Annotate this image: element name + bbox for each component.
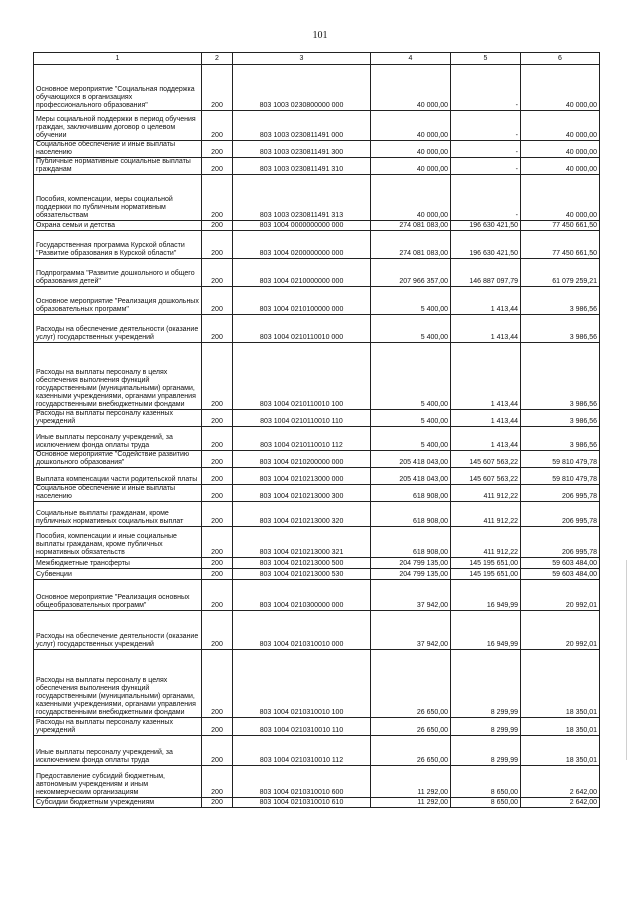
- header-cell-3: 3: [233, 53, 371, 65]
- header-row: [34, 53, 600, 65]
- row-col2: 200: [202, 502, 233, 527]
- row-col2: 200: [202, 410, 233, 427]
- table-row: [34, 766, 600, 798]
- row-code: 803 1004 0210310010 000: [233, 611, 371, 650]
- row-value-4: 204 799 135,00: [371, 569, 451, 580]
- row-code: 803 1004 0200000000 000: [233, 231, 371, 259]
- row-col2: 200: [202, 259, 233, 287]
- table-row: [34, 259, 600, 287]
- table-row: [34, 343, 600, 410]
- row-value-6: 59 603 484,00: [521, 558, 600, 569]
- row-value-5: 146 887 097,79: [451, 259, 521, 287]
- row-col2: 200: [202, 611, 233, 650]
- row-value-5: 196 630 421,50: [451, 231, 521, 259]
- row-col2: 200: [202, 158, 233, 175]
- row-code: 803 1004 0210213000 321: [233, 527, 371, 558]
- row-code: 803 1003 0230811491 300: [233, 141, 371, 158]
- row-col2: 200: [202, 175, 233, 221]
- row-value-4: 618 908,00: [371, 527, 451, 558]
- row-code: 803 1004 0210310010 100: [233, 650, 371, 718]
- row-value-4: 5 400,00: [371, 427, 451, 451]
- row-code: 803 1003 0230811491 000: [233, 111, 371, 141]
- row-name: Иные выплаты персоналу учреждений, за исключением фонда оплаты труда: [34, 736, 202, 766]
- row-name: Предоставление субсидий бюджетным, автономным учреждениям и иным некоммерческим организациям: [34, 766, 202, 798]
- row-col2: 200: [202, 569, 233, 580]
- row-value-5: 1 413,44: [451, 427, 521, 451]
- row-value-5: 1 413,44: [451, 410, 521, 427]
- row-value-5: 8 299,99: [451, 718, 521, 736]
- table-row: [34, 111, 600, 141]
- row-name: Меры социальной поддержки в период обучения граждан, заключившим договор о целевом обучении: [34, 111, 202, 141]
- row-col2: 200: [202, 527, 233, 558]
- row-name: Расходы на обеспечение деятельности (оказание услуг) государственных учреждений: [34, 611, 202, 650]
- row-code: 803 1003 0230800000 000: [233, 65, 371, 111]
- row-value-5: 8 650,00: [451, 798, 521, 808]
- row-col2: 200: [202, 231, 233, 259]
- row-code: 803 1004 0210110010 110: [233, 410, 371, 427]
- row-name: Основное мероприятие "Реализация основных общеобразовательных программ": [34, 580, 202, 611]
- row-name: Расходы на выплаты персоналу казенных учреждений: [34, 718, 202, 736]
- row-value-4: 5 400,00: [371, 287, 451, 315]
- table-row: [34, 65, 600, 111]
- row-name: Иные выплаты персоналу учреждений, за исключением фонда оплаты труда: [34, 427, 202, 451]
- row-value-5: 8 299,99: [451, 650, 521, 718]
- row-value-5: 1 413,44: [451, 315, 521, 343]
- row-name: Пособия, компенсации и иные социальные выплаты гражданам, кроме публичных нормативных обязательств: [34, 527, 202, 558]
- row-value-5: -: [451, 111, 521, 141]
- row-value-6: 2 642,00: [521, 798, 600, 808]
- row-col2: 200: [202, 221, 233, 231]
- row-value-5: 196 630 421,50: [451, 221, 521, 231]
- table-row: [34, 527, 600, 558]
- row-value-6: 2 642,00: [521, 766, 600, 798]
- table-row: [34, 650, 600, 718]
- table-row: [34, 427, 600, 451]
- row-value-6: 3 986,56: [521, 287, 600, 315]
- row-value-6: 18 350,01: [521, 718, 600, 736]
- row-col2: 200: [202, 468, 233, 485]
- row-col2: 200: [202, 580, 233, 611]
- row-value-6: 3 986,56: [521, 343, 600, 410]
- row-name: Расходы на выплаты персоналу казенных учреждений: [34, 410, 202, 427]
- row-code: 803 1004 0210000000 000: [233, 259, 371, 287]
- table-row: [34, 580, 600, 611]
- row-value-4: 40 000,00: [371, 111, 451, 141]
- row-value-6: 77 450 661,50: [521, 231, 600, 259]
- row-value-6: 20 992,01: [521, 611, 600, 650]
- header-cell-2: 2: [202, 53, 233, 65]
- row-name: Государственная программа Курской области "Развитие образования в Курской области": [34, 231, 202, 259]
- row-col2: 200: [202, 141, 233, 158]
- row-value-6: 20 992,01: [521, 580, 600, 611]
- table-row: [34, 231, 600, 259]
- row-code: 803 1004 0210310010 610: [233, 798, 371, 808]
- row-value-6: 3 986,56: [521, 427, 600, 451]
- table-row: [34, 221, 600, 231]
- row-value-4: 40 000,00: [371, 65, 451, 111]
- row-value-4: 204 799 135,00: [371, 558, 451, 569]
- row-name: Пособия, компенсации, меры социальной поддержки по публичным нормативным обязательствам: [34, 175, 202, 221]
- row-name: Расходы на выплаты персоналу в целях обеспечения выполнения функций государственными (муниципальными) органами, казенными учреждениями, органами управления государственными внебюджетными фондами: [34, 343, 202, 410]
- row-name: Социальное обеспечение и иные выплаты населению: [34, 485, 202, 502]
- row-col2: 200: [202, 558, 233, 569]
- row-value-5: 411 912,22: [451, 502, 521, 527]
- row-value-4: 40 000,00: [371, 141, 451, 158]
- row-value-6: 206 995,78: [521, 502, 600, 527]
- header-cell-6: 6: [521, 53, 600, 65]
- page-number: 101: [312, 30, 328, 41]
- row-name: Расходы на выплаты персоналу в целях обеспечения выполнения функций государственными (муниципальными) органами, казенными учреждениями, органами управления государственными внебюджетными фондами: [34, 650, 202, 718]
- table-row: [34, 718, 600, 736]
- row-value-5: 16 949,99: [451, 580, 521, 611]
- table-row: [34, 287, 600, 315]
- row-value-4: 207 966 357,00: [371, 259, 451, 287]
- row-name: Основное мероприятие "Социальная поддержка обучающихся в организациях профессионального образования": [34, 65, 202, 111]
- row-name: Субвенции: [34, 569, 202, 580]
- table-row: [34, 410, 600, 427]
- table-row: [34, 736, 600, 766]
- row-code: 803 1004 0210110010 100: [233, 343, 371, 410]
- row-value-6: 59 603 484,00: [521, 569, 600, 580]
- table-body: [34, 65, 600, 808]
- table-row: [34, 315, 600, 343]
- row-value-6: 3 986,56: [521, 315, 600, 343]
- row-col2: 200: [202, 485, 233, 502]
- row-code: 803 1004 0210213000 000: [233, 468, 371, 485]
- row-value-5: -: [451, 175, 521, 221]
- header-cell-1: 1: [34, 53, 202, 65]
- row-value-4: 37 942,00: [371, 580, 451, 611]
- row-value-6: 40 000,00: [521, 175, 600, 221]
- header-cell-4: 4: [371, 53, 451, 65]
- row-value-5: 145 195 651,00: [451, 569, 521, 580]
- row-value-5: 145 195 651,00: [451, 558, 521, 569]
- table-row: [34, 175, 600, 221]
- row-col2: 200: [202, 736, 233, 766]
- row-value-4: 5 400,00: [371, 410, 451, 427]
- row-col2: 200: [202, 315, 233, 343]
- row-value-5: -: [451, 65, 521, 111]
- row-code: 803 1004 0210310010 600: [233, 766, 371, 798]
- row-value-6: 18 350,01: [521, 736, 600, 766]
- row-value-5: 1 413,44: [451, 287, 521, 315]
- row-value-5: 8 650,00: [451, 766, 521, 798]
- row-value-6: 40 000,00: [521, 158, 600, 175]
- row-value-6: 206 995,78: [521, 527, 600, 558]
- row-name: Субсидии бюджетным учреждениям: [34, 798, 202, 808]
- row-col2: 200: [202, 343, 233, 410]
- row-name: Выплата компенсации части родительской платы: [34, 468, 202, 485]
- row-value-6: 77 450 661,50: [521, 221, 600, 231]
- row-name: Расходы на обеспечение деятельности (оказание услуг) государственных учреждений: [34, 315, 202, 343]
- row-name: Межбюджетные трансферты: [34, 558, 202, 569]
- table-row: [34, 502, 600, 527]
- row-name: Подпрограмма "Развитие дошкольного и общего образования детей": [34, 259, 202, 287]
- row-value-6: 40 000,00: [521, 141, 600, 158]
- row-value-5: 1 413,44: [451, 343, 521, 410]
- row-value-4: 274 081 083,00: [371, 221, 451, 231]
- row-name: Социальное обеспечение и иные выплаты населению: [34, 141, 202, 158]
- row-value-6: 59 810 479,78: [521, 468, 600, 485]
- row-value-4: 618 908,00: [371, 502, 451, 527]
- row-col2: 200: [202, 650, 233, 718]
- row-value-6: 40 000,00: [521, 111, 600, 141]
- row-value-6: 206 995,78: [521, 485, 600, 502]
- table-row: [34, 158, 600, 175]
- row-value-6: 40 000,00: [521, 65, 600, 111]
- row-code: 803 1003 0230811491 310: [233, 158, 371, 175]
- row-col2: 200: [202, 287, 233, 315]
- table-row: [34, 611, 600, 650]
- row-col2: 200: [202, 65, 233, 111]
- row-value-4: 5 400,00: [371, 315, 451, 343]
- row-value-5: -: [451, 158, 521, 175]
- table-row: [34, 468, 600, 485]
- row-code: 803 1004 0210100000 000: [233, 287, 371, 315]
- row-code: 803 1004 0210213000 320: [233, 502, 371, 527]
- row-name: Публичные нормативные социальные выплаты гражданам: [34, 158, 202, 175]
- row-code: 803 1004 0210110010 112: [233, 427, 371, 451]
- row-code: 803 1004 0210300000 000: [233, 580, 371, 611]
- table-row: [34, 451, 600, 468]
- row-value-4: 11 292,00: [371, 798, 451, 808]
- row-value-4: 11 292,00: [371, 766, 451, 798]
- row-value-5: 411 912,22: [451, 527, 521, 558]
- row-col2: 200: [202, 718, 233, 736]
- row-name: Социальные выплаты гражданам, кроме публичных нормативных социальных выплат: [34, 502, 202, 527]
- row-value-4: 5 400,00: [371, 343, 451, 410]
- row-value-5: 8 299,99: [451, 736, 521, 766]
- row-name: Основное мероприятие "Содействие развитию дошкольного образования": [34, 451, 202, 468]
- row-value-5: 16 949,99: [451, 611, 521, 650]
- budget-table: [33, 52, 600, 808]
- row-code: 803 1004 0000000000 000: [233, 221, 371, 231]
- row-code: 803 1004 0210310010 112: [233, 736, 371, 766]
- row-code: 803 1004 0210213000 500: [233, 558, 371, 569]
- row-col2: 200: [202, 111, 233, 141]
- row-value-4: 274 081 083,00: [371, 231, 451, 259]
- table-row: [34, 485, 600, 502]
- row-value-6: 18 350,01: [521, 650, 600, 718]
- row-code: 803 1004 0210213000 300: [233, 485, 371, 502]
- table-row: [34, 141, 600, 158]
- row-value-4: 40 000,00: [371, 175, 451, 221]
- row-value-6: 59 810 479,78: [521, 451, 600, 468]
- row-col2: 200: [202, 427, 233, 451]
- row-name: Основное мероприятие "Реализация дошкольных образовательных программ": [34, 287, 202, 315]
- table-row: [34, 558, 600, 569]
- row-code: 803 1003 0230811491 313: [233, 175, 371, 221]
- table-row: [34, 569, 600, 580]
- row-value-4: 26 650,00: [371, 650, 451, 718]
- header-cell-5: 5: [451, 53, 521, 65]
- row-col2: 200: [202, 798, 233, 808]
- row-code: 803 1004 0210110010 000: [233, 315, 371, 343]
- row-value-4: 26 650,00: [371, 736, 451, 766]
- row-code: 803 1004 0210310010 110: [233, 718, 371, 736]
- scan-edge-line: [626, 560, 627, 760]
- row-value-6: 61 079 259,21: [521, 259, 600, 287]
- row-value-4: 40 000,00: [371, 158, 451, 175]
- row-col2: 200: [202, 766, 233, 798]
- row-code: 803 1004 0210213000 530: [233, 569, 371, 580]
- row-value-5: -: [451, 141, 521, 158]
- row-value-4: 37 942,00: [371, 611, 451, 650]
- row-value-5: 411 912,22: [451, 485, 521, 502]
- row-col2: 200: [202, 451, 233, 468]
- row-value-4: 205 418 043,00: [371, 468, 451, 485]
- row-name: Охрана семьи и детства: [34, 221, 202, 231]
- row-value-5: 145 607 563,22: [451, 468, 521, 485]
- row-code: 803 1004 0210200000 000: [233, 451, 371, 468]
- row-value-6: 3 986,56: [521, 410, 600, 427]
- row-value-5: 145 607 563,22: [451, 451, 521, 468]
- row-value-4: 618 908,00: [371, 485, 451, 502]
- row-value-4: 205 418 043,00: [371, 451, 451, 468]
- table-row: [34, 798, 600, 808]
- row-value-4: 26 650,00: [371, 718, 451, 736]
